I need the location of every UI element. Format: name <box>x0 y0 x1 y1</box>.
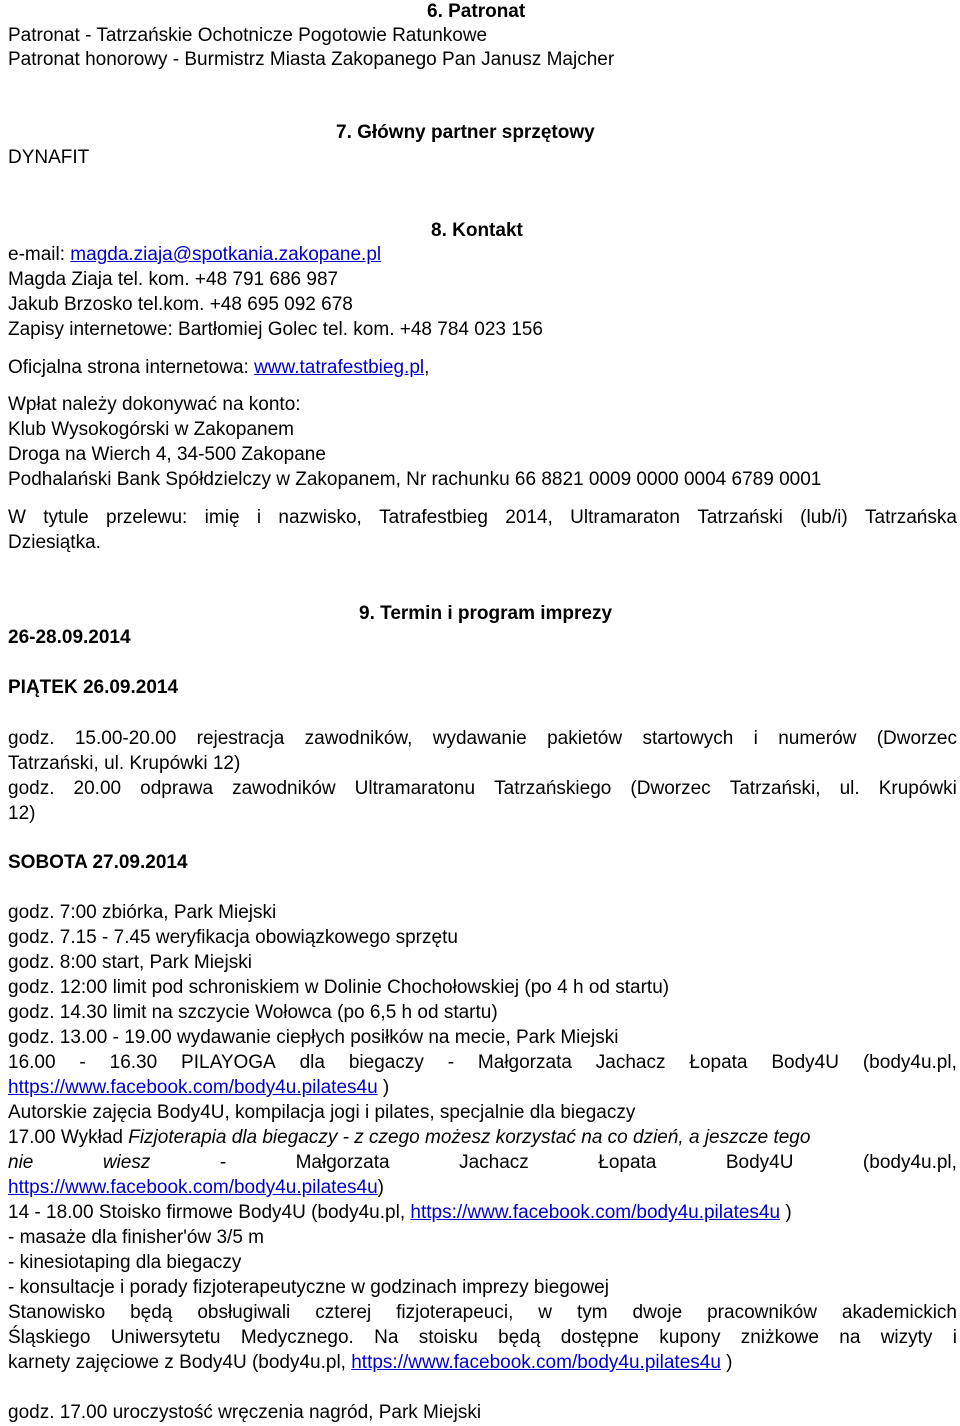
word: Medycznego. <box>240 1327 354 1348</box>
section-9-heading: 9. Termin i program imprezy <box>359 603 613 624</box>
word: Tatrafestbieg <box>379 507 488 528</box>
facebook-link[interactable]: https://www.facebook.com/body4u.pilates4u <box>8 1177 378 1198</box>
facebook-link[interactable]: https://www.facebook.com/body4u.pilates4u <box>8 1077 378 1098</box>
authors-classes-line: Autorskie zajęcia Body4U, kompilacja jogi i pilates, specjalnie dla biegaczy <box>8 1102 636 1123</box>
word: godz. <box>8 778 55 799</box>
contact-jakub: Jakub Brzosko tel.kom. +48 695 092 678 <box>8 294 353 315</box>
word: będą <box>498 1327 541 1348</box>
word: tytule <box>43 507 89 528</box>
patronage-line: Patronat - Tatrzańskie Ochotnicze Pogotowie Ratunkowe <box>8 25 488 46</box>
word: 20.00 <box>73 778 122 799</box>
word: wizyty <box>880 1327 933 1348</box>
section-8-heading: 8. Kontakt <box>431 220 523 241</box>
word: zniżkowe <box>740 1327 819 1348</box>
friday-registration-end: Tatrzański, ul. Krupówki 12) <box>8 753 241 774</box>
word: wydawanie <box>432 728 527 749</box>
word: - <box>219 1152 227 1173</box>
word: tym <box>576 1302 608 1323</box>
bullet-consultations: - konsultacje i porady fizjoterapeutyczne w godzinach imprezy biegowej <box>8 1277 609 1298</box>
lecture-line-2 <box>8 1151 957 1175</box>
word: Body4U <box>725 1152 794 1173</box>
word: (Dworzec <box>630 778 711 799</box>
word: czterej <box>315 1302 372 1323</box>
bullet-kinesiotaping: - kinesiotaping dla biegaczy <box>8 1252 242 1273</box>
word: na <box>839 1327 861 1348</box>
saturday-item: godz. 12:00 limit pod schroniskiem w Dolinie Chochołowskiej (po 4 h od startu) <box>8 977 670 998</box>
word: obsługiwali <box>197 1302 291 1323</box>
word: godz. <box>8 728 55 749</box>
lecture-line: 17.00 Wykład Fizjoterapia dla biegaczy - z czego możesz korzystać na co dzień, a jeszcze tego <box>8 1127 811 1148</box>
word: dwoje <box>632 1302 683 1323</box>
word: nazwisko, <box>278 507 362 528</box>
word: odprawa <box>140 778 214 799</box>
word: - <box>79 1052 86 1073</box>
word: przelewu: <box>106 507 188 528</box>
word: pracowników <box>707 1302 817 1323</box>
word: biegaczy <box>348 1052 424 1073</box>
email-line: e-mail: magda.ziaja@spotkania.zakopane.pl <box>8 244 382 265</box>
saturday-heading: SOBOTA 27.09.2014 <box>8 852 188 873</box>
word: Małgorzata <box>295 1152 390 1173</box>
equipment-partner-name: DYNAFIT <box>8 147 90 168</box>
word: 2014, <box>505 507 553 528</box>
word: i <box>952 1327 957 1348</box>
word: (body4u.pl, <box>862 1052 957 1073</box>
facebook-link[interactable]: https://www.facebook.com/body4u.pilates4u <box>351 1352 721 1373</box>
friday-briefing-line <box>8 777 957 801</box>
word: startowych <box>642 728 734 749</box>
transfer-title-line <box>8 506 957 530</box>
saturday-item: godz. 13.00 - 19.00 wydawanie ciepłych posiłków na mecie, Park Miejski <box>8 1027 619 1048</box>
word: Tatrzańskiego <box>494 778 612 799</box>
word: stoisku <box>418 1327 478 1348</box>
word: będą <box>130 1302 173 1323</box>
word: Jachacz <box>595 1052 666 1073</box>
official-website-line: Oficjalna strona internetowa: www.tatrafestbieg.pl, <box>8 357 430 378</box>
payment-bank-account: Podhalański Bank Spółdzielczy w Zakopanem, Nr rachunku 66 8821 0009 0000 0004 6789 0001 <box>8 469 822 490</box>
word: Ultramaraton <box>570 507 680 528</box>
lecture-title: Fizjoterapia dla biegaczy - z czego możesz korzystać na co dzień, a jeszcze tego <box>128 1127 811 1148</box>
word: i <box>753 728 758 749</box>
pilayoga-link-line: https://www.facebook.com/body4u.pilates4u ) <box>8 1077 390 1098</box>
bullet-massage: - masaże dla finisher'ów 3/5 m <box>8 1227 265 1248</box>
word: (lub/i) <box>800 507 848 528</box>
word: numerów <box>778 728 857 749</box>
word: (body4u.pl, <box>862 1152 957 1173</box>
word: Uniwersytetu <box>110 1327 221 1348</box>
word: dla <box>299 1052 325 1073</box>
word: pakietów <box>547 728 623 749</box>
word: Krupówki <box>878 778 957 799</box>
contact-registration: Zapisy internetowe: Bartłomiej Golec tel. kom. +48 784 023 156 <box>8 319 543 340</box>
word: rejestracja <box>196 728 285 749</box>
word: kupony <box>659 1327 721 1348</box>
event-dates: 26-28.09.2014 <box>8 627 131 648</box>
word: - <box>447 1052 455 1073</box>
staff-line-2 <box>8 1326 957 1350</box>
payment-club: Klub Wysokogórski w Zakopanem <box>8 419 295 440</box>
friday-briefing-end: 12) <box>8 803 36 824</box>
saturday-item: godz. 7.15 - 7.45 weryfikacja obowiązkowego sprzętu <box>8 927 458 948</box>
word: Stanowisko <box>8 1302 106 1323</box>
lecture-link-line: https://www.facebook.com/body4u.pilates4u) <box>8 1177 384 1198</box>
contact-magda: Magda Ziaja tel. kom. +48 791 686 987 <box>8 269 339 290</box>
word: fizjoterapeuci, <box>396 1302 514 1323</box>
word: Łopata <box>689 1052 748 1073</box>
saturday-item: godz. 14.30 limit na szczycie Wołowca (po 6,5 h od startu) <box>8 1002 498 1023</box>
word: Łopata <box>598 1152 657 1173</box>
word: Małgorzata <box>477 1052 572 1073</box>
word: 16.30 <box>109 1052 158 1073</box>
word: nie <box>8 1152 34 1173</box>
honorary-patronage-line: Patronat honorowy - Burmistrz Miasta Zakopanego Pan Janusz Majcher <box>8 49 615 70</box>
word: wiesz <box>102 1152 151 1173</box>
stand-line: 14 - 18.00 Stoisko firmowe Body4U (body4u.pl, https://www.facebook.com/body4u.pilates4u ) <box>8 1202 792 1223</box>
word: akademickich <box>841 1302 957 1323</box>
word: zawodników, <box>304 728 413 749</box>
word: Ultramaratonu <box>354 778 476 799</box>
word: Tatrzański, <box>729 778 821 799</box>
saturday-item: godz. 7:00 zbiórka, Park Miejski <box>8 902 277 923</box>
payment-intro: Wpłat należy dokonywać na konto: <box>8 394 301 415</box>
website-link[interactable]: www.tatrafestbieg.pl <box>254 357 425 378</box>
word: i <box>256 507 262 528</box>
email-link[interactable]: magda.ziaja@spotkania.zakopane.pl <box>70 244 382 265</box>
staff-line-3: karnety zajęciowe z Body4U (body4u.pl, https://www.facebook.com/body4u.pilates4u ) <box>8 1352 733 1373</box>
word: Tatrzański <box>697 507 783 528</box>
word: zawodników <box>232 778 336 799</box>
word: 16.00 <box>8 1052 56 1073</box>
section-7-heading: 7. Główny partner sprzętowy <box>336 122 595 143</box>
word: W <box>8 507 26 528</box>
word: Jachacz <box>459 1152 529 1173</box>
friday-registration-line <box>8 727 957 751</box>
word: dostępne <box>560 1327 639 1348</box>
transfer-title-end: Dziesiątka. <box>8 532 101 553</box>
word: imię <box>204 507 240 528</box>
word: PILAYOGA <box>181 1052 276 1073</box>
section-6-heading: 6. Patronat <box>427 1 526 22</box>
word: w <box>538 1302 553 1323</box>
word: Body4U <box>771 1052 839 1073</box>
word: (Dworzec <box>876 728 957 749</box>
saturday-item: godz. 8:00 start, Park Miejski <box>8 952 252 973</box>
word: ul. <box>839 778 860 799</box>
payment-address: Droga na Wierch 4, 34-500 Zakopane <box>8 444 326 465</box>
staff-line-1 <box>8 1301 957 1325</box>
word: Śląskiego <box>8 1327 91 1348</box>
ceremony-line: godz. 17.00 uroczystość wręczenia nagród, Park Miejski <box>8 1402 482 1423</box>
word: Na <box>374 1327 399 1348</box>
word: 15.00-20.00 <box>74 728 177 749</box>
facebook-link[interactable]: https://www.facebook.com/body4u.pilates4u <box>410 1202 781 1223</box>
friday-heading: PIĄTEK 26.09.2014 <box>8 677 179 698</box>
word: Tatrzańska <box>865 507 957 528</box>
pilayoga-line <box>8 1051 957 1075</box>
